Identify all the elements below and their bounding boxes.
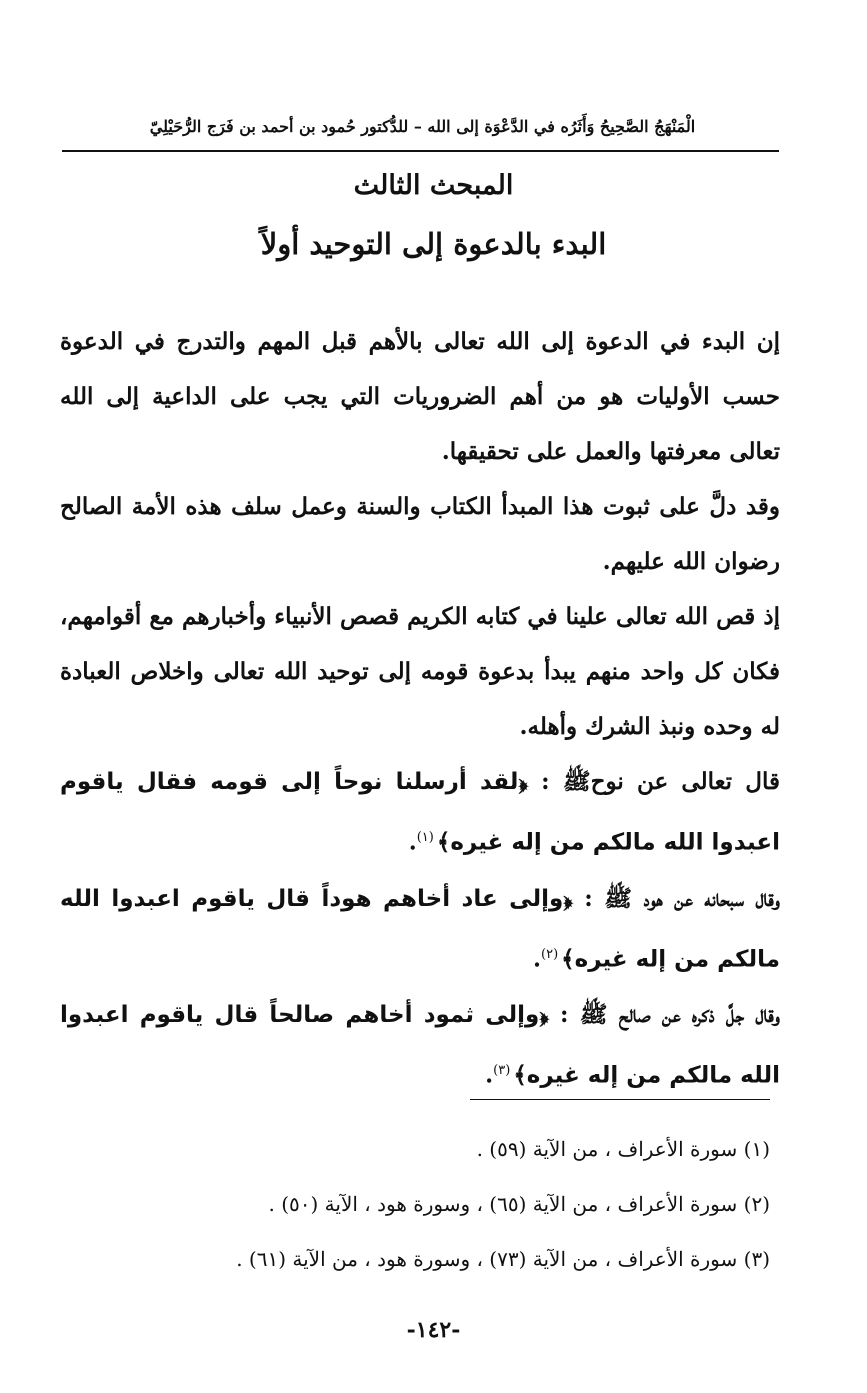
footnote-2: (٢) سورة الأعراف ، من الآية (٦٥) ، وسورة هود ، الآية (٥٠) . xyxy=(268,1192,770,1216)
footnote-reference[interactable]: (٢) xyxy=(541,946,559,962)
verse-close-bracket: ﴾ xyxy=(513,1061,527,1089)
paragraph-1: إن البدء في الدعوة إلى الله تعالى بالأهم قبل المهم والتدرج في الدعوة حسب الأوليات هو من أهم الضروريات التي يجب على الداعية إلى الله تعالى معرفتها والعمل على تحقيقها. xyxy=(60,328,780,465)
honorific-mark: ﷺ xyxy=(579,1001,608,1029)
verse-paragraph-hud: وقال سبحانه عن هود ﷺ : ﴿وإلى عاد أخاهم هوداً قال ياقوم اعبدوا الله مالكم من إله غيره﴾$^{(٢)}$. xyxy=(60,884,780,973)
verse-paragraph-nuh: قال تعالى عن نوحﷺ : ﴿لقد أرسلنا نوحاً إلى قومه فقال ياقوم اعبدوا الله مالكم من إله غيره﴾$^{(١)}$. xyxy=(60,768,781,856)
quran-verse: لقد أرسلنا نوحاً إلى قومه فقال ياقوم اعبدوا الله مالكم من إله غيره xyxy=(60,769,780,856)
footnote-1: (١) سورة الأعراف ، من الآية (٥٩) . xyxy=(476,1137,770,1161)
header-divider xyxy=(62,150,779,152)
honorific-mark: ﷺ xyxy=(604,884,632,912)
footnote-divider xyxy=(470,1099,770,1100)
honorific-mark: ﷺ xyxy=(562,768,591,795)
verse-open-bracket: ﴿ xyxy=(563,884,573,912)
verse-open-bracket: ﴿ xyxy=(539,1001,549,1029)
quran-verse: وإلى عاد أخاهم هوداً قال ياقوم اعبدوا الله مالكم من إله غيره xyxy=(60,885,780,973)
running-header: الْمَنْهَجُ الصَّحِيحُ وَأَثَرُه في الدَّعْوَة إلى الله – للدُّكتور حُمود بن أحمد بن فَرَج الرُّحَيْلِيّ xyxy=(149,117,696,136)
verse-intro: قال تعالى عن نوح xyxy=(590,768,781,795)
footnotes xyxy=(150,1122,770,1287)
quran-verse: وإلى ثمود أخاهم صالحاً قال ياقوم اعبدوا الله مالكم من إله غيره xyxy=(60,1002,780,1089)
verse-close-bracket: ﴾ xyxy=(561,945,575,973)
verse-intro: وقال جلَّ ذكره عن صالح xyxy=(618,1001,780,1029)
section-subtitle: البدء بالدعوة إلى التوحيد أولاً xyxy=(260,227,607,261)
footnote-3: (٣) سورة الأعراف ، من الآية (٧٣) ، وسورة هود ، من الآية (٦١) . xyxy=(236,1247,770,1271)
verse-open-bracket: ﴿ xyxy=(518,768,528,795)
footnote-reference[interactable]: (١) xyxy=(416,830,434,845)
verse-intro: وقال سبحانه عن هود xyxy=(643,884,780,912)
verse-close-bracket: ﴾ xyxy=(436,828,451,856)
verse-paragraph-salih: وقال جلَّ ذكره عن صالح ﷺ : ﴿وإلى ثمود أخاهم صالحاً قال ياقوم اعبدوا الله مالكم من إله غيره﴾$^{(٣)}$. xyxy=(60,1001,780,1089)
footnote-reference[interactable]: (٣) xyxy=(493,1063,511,1079)
paragraph-3: إذ قص الله تعالى علينا في كتابه الكريم قصص الأنبياء وأخبارهم مع أقوامهم، فكان كل واحد منهم يبدأ بدعوة قومه إلى توحيد الله تعالى واخلاص العبادة له وحده ونبذ الشرك وأهله. xyxy=(60,603,780,740)
body-text xyxy=(60,314,780,1104)
section-title: المبحث الثالث xyxy=(353,170,514,201)
paragraph-2: وقد دلَّ على ثبوت هذا المبدأ الكتاب والسنة وعمل سلف هذه الأمة الصالح رضوان الله عليهم. xyxy=(60,493,780,575)
page-number: -١٤٢- xyxy=(406,1317,461,1343)
